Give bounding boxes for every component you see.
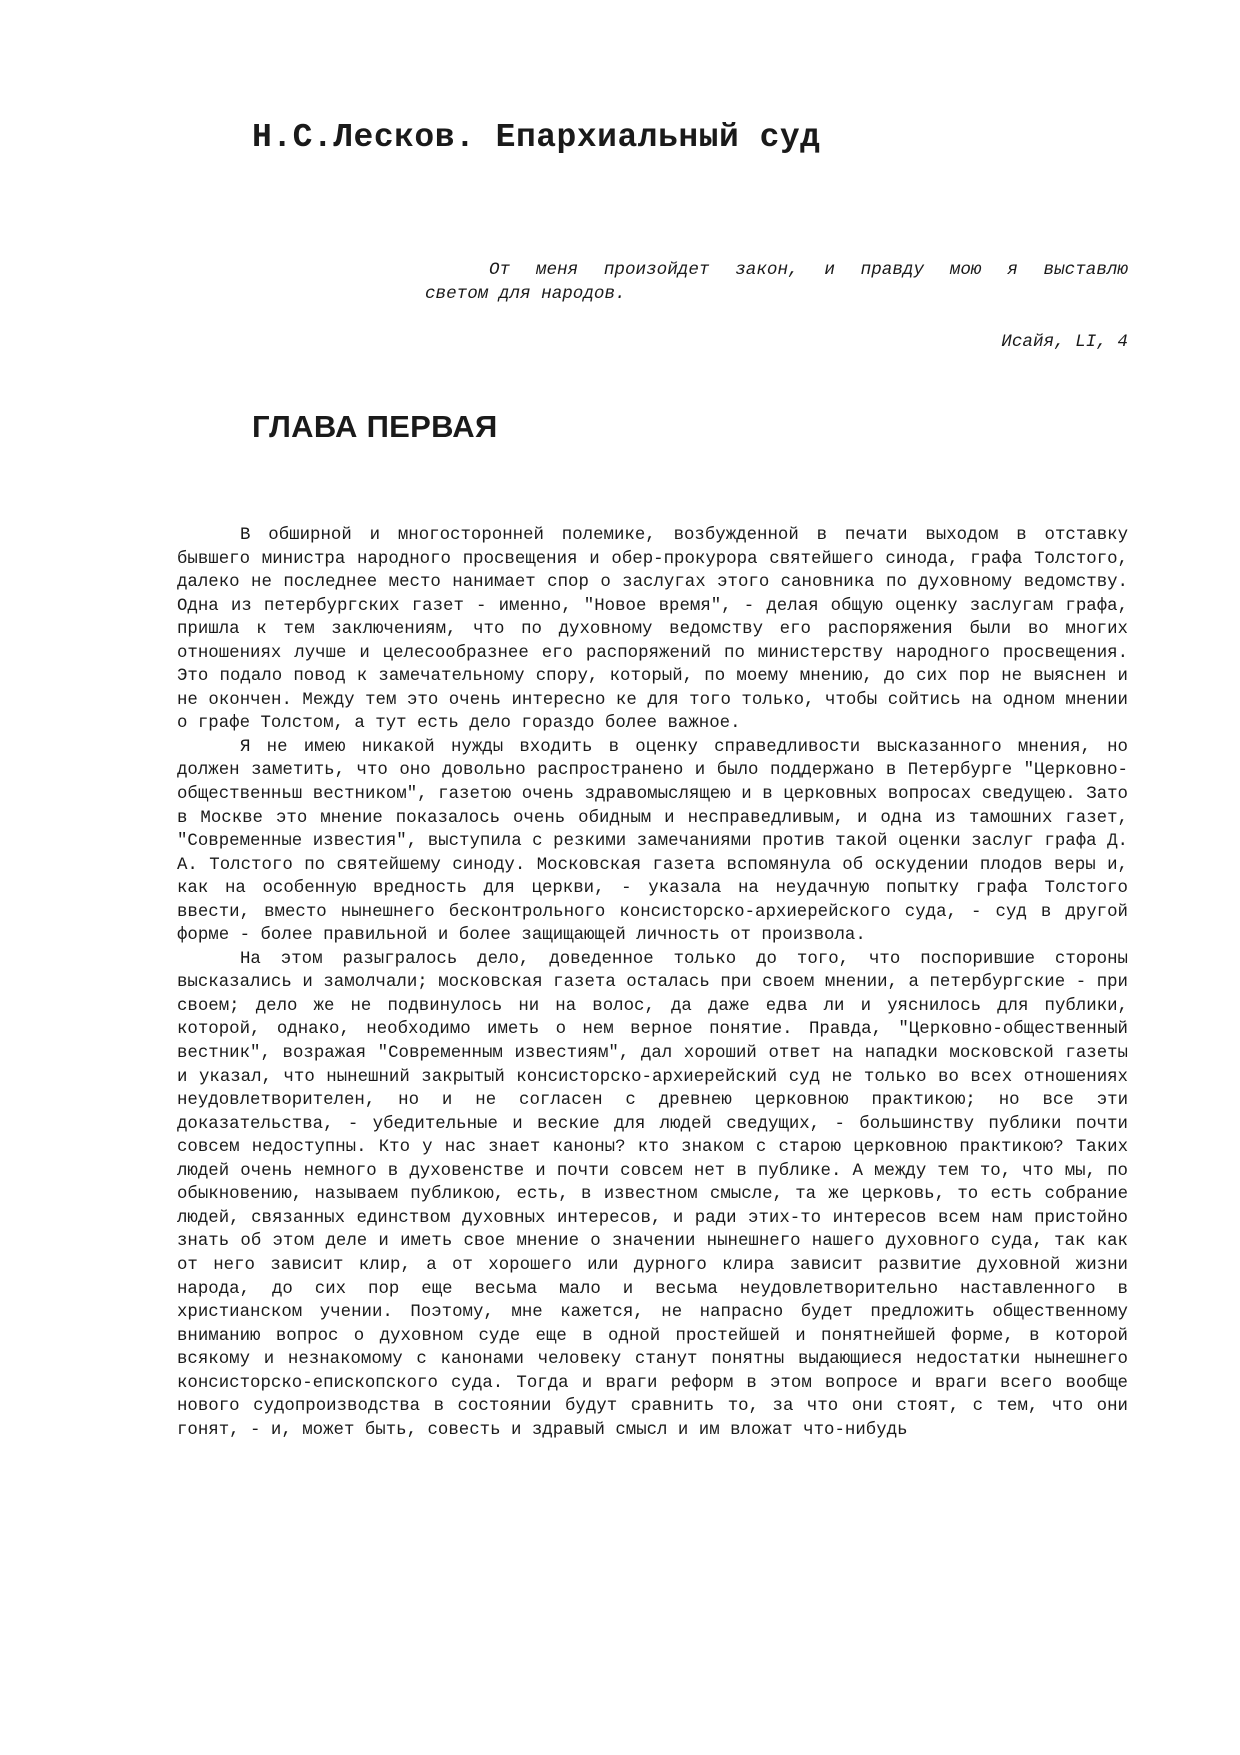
paragraph: На этом разыгралось дело, доведенное только до того, что поспорившие стороны высказались и замолчали; московская газета осталась при своем мнении, а петербургские - при своем; дело же не подвинулось ни на волос, да даже едва ли и уяснилось для публики, которой, однако, необходимо иметь о нем верное понятие. Правда, "Церковно-общественный вестник", возражая "Современным известиям", дал хороший ответ на нападки московской газеты и указал, что нынешний закрытый консисторско-архиерейский суд не только во всех отношениях неудовлетворителен, но и не согласен с древнею церковною практикою; но все эти доказательства, - убедительные и веские для людей сведущих, - большинству публики почти совсем недоступны. Кто у нас знает каноны? кто знаком с старою церковною практикою? Таких людей очень немного в духовенстве и почти совсем нет в публике. А между тем то, что мы, по обыкновению, называем публикою, есть, в известном смысле, та же церковь, то есть собрание людей, связанных единством духовных интересов, и ради этих-то интересов всем нам пристойно знать об этом деле и иметь свое мнение о значении нынешнего нашего духовного суда, так как от него зависит клир, а от хорошего или дурного клира зависит развитие духовной жизни народа, до сих пор еще весьма мало и весьма неудовлетворительно наставленного в христианском учении. Поэтому, мне кажется, не напрасно будет предложить общественному вниманию вопрос о духовном суде еще в одной простейшей и понятнейшей форме, в которой всякому и незнакомому с канонами человеку станут понятны выдающиеся недостатки нынешнего консисторско-епископского суда. Тогда и враги реформ в этом вопросе и враги всего вообще нового судопроизводства в состоянии будут сравнить то, за что они стоят, с тем, что они гонят, - и, может быть, совесть и здравый смысл и им вложат что-нибудь bbox=[177, 949, 1128, 1440]
epigraph bbox=[425, 258, 1128, 306]
epigraph-text-line-1: От меня произойдет закон, и правду мою я выставлю bbox=[489, 260, 1128, 280]
chapter-heading: ГЛАВА ПЕРВАЯ bbox=[252, 409, 498, 444]
body-text bbox=[177, 524, 1128, 1442]
epigraph-source: Исайя, LI, 4 bbox=[1001, 332, 1128, 352]
paragraph: Я не имею никакой нужды входить в оценку справедливости высказанного мнения, но должен заметить, что оно довольно распространено и было поддержано в Петербурге "Церковно-общественньш вестником", газетою очень здравомыслящею и в церковных вопросах сведущею. Зато в Москве это мнение показалось очень обидным и несправедливым, и одна из тамошних газет, "Современные известия", выступила с резкими замечаниями против такой оценки заслуг графа Д. А. Толстого по святейшему синоду. Московская газета вспомянула об оскудении плодов веры и, как на особенную вредность для церкви, - указала на неудачную попытку графа Толстого ввести, вместо нынешнего бесконтрольного консисторско-архиерейского суда, - суд в другой форме - более правильной и более защищающей личность от произвола. bbox=[177, 737, 1128, 946]
paragraph: В обширной и многосторонней полемике, возбужденной в печати выходом в отставку бывшего министра народного просвещения и обер-прокурора святейшего синода, графа Толстого, далеко не последнее место нанимает спор о заслугах этого сановника по духовному ведомству. Одна из петербургских газет - именно, "Новое время", - делая общую оценку заслугам графа, пришла к тем заключениям, что по духовному ведомству его распоряжения были во многих отношениях лучше и целесообразнее его распоряжений по министерству народного просвещения. Это подало повод к замечательному спору, который, по моему мнению, до сих пор не выяснен и не окончен. Между тем это очень интересно ке для того только, чтобы сойтись на одном мнении о графе Толстом, а тут есть дело гораздо более важное. bbox=[177, 526, 1128, 734]
epigraph-text-line-2: светом для народов. bbox=[425, 284, 626, 304]
document-title: Н.С.Лесков. Епархиальный суд bbox=[252, 119, 821, 156]
